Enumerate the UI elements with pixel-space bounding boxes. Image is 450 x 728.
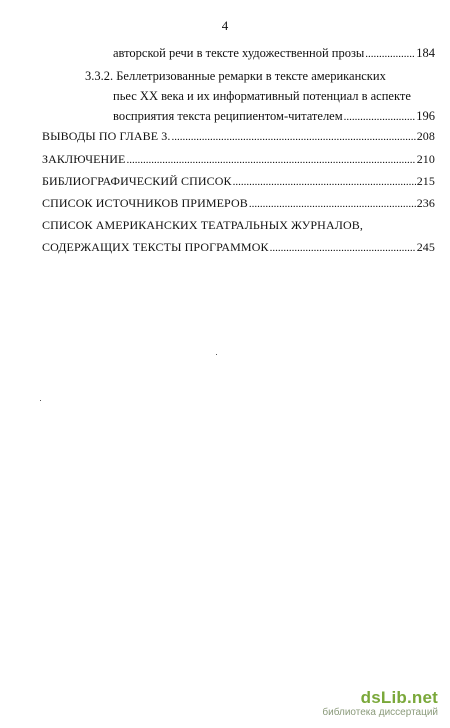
page-number: 4 [221,18,229,33]
toc-entry-page: 196 [416,109,435,123]
toc-entry [113,44,435,62]
toc-entry-text: авторской речи в тексте художественной прозы [113,46,365,60]
toc-entry-text: 3.3.2. Беллетризованные ремарки в тексте американских [85,69,386,83]
toc-entry [42,150,435,168]
toc-leader-dots [365,45,415,63]
toc-leader-dots [344,108,416,126]
toc-entry-text: СОДЕРЖАЩИХ ТЕКСТЫ ПРОГРАММОК [42,240,269,254]
toc-entry [42,194,435,212]
toc-entry-text: ВЫВОДЫ ПО ГЛАВЕ 3. [42,129,171,143]
toc-entry-page: 210 [416,152,435,166]
toc-entry-page: 208 [416,129,435,143]
toc-entry-page: 184 [416,46,435,60]
watermark-logo: dsLib.net [360,688,438,707]
toc-leader-dots [172,128,416,146]
watermark-subtitle: библиотека диссертаций [322,707,438,718]
toc-leader-dots [249,195,416,213]
toc-entry [42,172,435,190]
watermark [322,688,438,718]
toc-entry-text: пьес XX века и их информативный потенциал в аспекте [113,89,411,103]
toc-entry [42,127,435,145]
toc-entry-text: СПИСОК АМЕРИКАНСКИХ ТЕАТРАЛЬНЫХ ЖУРНАЛОВ, [42,218,363,232]
toc-leader-dots [233,173,416,191]
toc-leader-dots [270,239,416,257]
toc-entry-text: СПИСОК ИСТОЧНИКОВ ПРИМЕРОВ [42,196,248,210]
toc-entry-page: 215 [416,174,435,188]
scan-speck [40,400,41,401]
toc-entry-text: БИБЛИОГРАФИЧЕСКИЙ СПИСОК [42,174,232,188]
toc-entry [113,107,435,125]
scan-speck [216,354,217,355]
toc-entry-page: 245 [416,240,435,254]
toc-entry-text: восприятия текста реципиентом-читателем [113,109,343,123]
toc-entry-text: ЗАКЛЮЧЕНИЕ [42,152,126,166]
toc-entry [42,238,435,256]
toc-leader-dots [127,151,416,169]
toc-entry-page: 236 [416,196,435,210]
